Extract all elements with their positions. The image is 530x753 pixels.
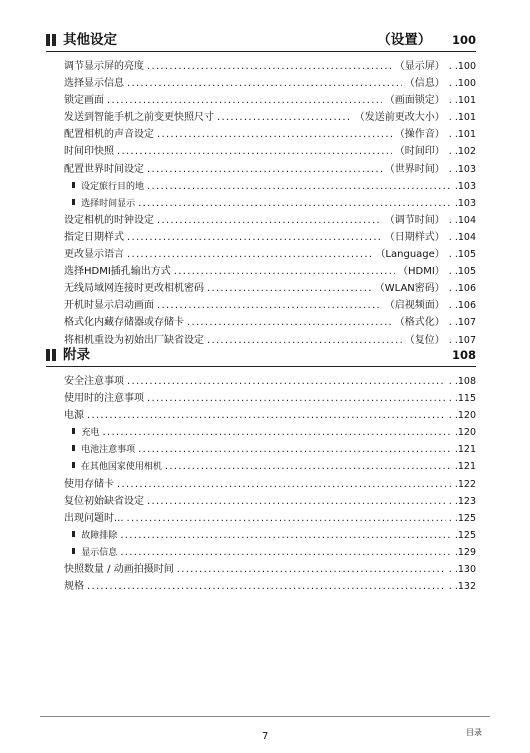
toc-entry[interactable] bbox=[64, 263, 476, 280]
dot-leader bbox=[177, 561, 446, 578]
toc-entry[interactable] bbox=[64, 229, 476, 246]
dot-leader bbox=[87, 578, 446, 595]
dot-leader bbox=[138, 195, 452, 212]
toc-entry-ref: （显示屏） bbox=[394, 61, 445, 72]
toc-entry-label: 配置相机的声音设定 bbox=[64, 129, 154, 141]
toc-entry-page: . .125 bbox=[448, 512, 476, 524]
toc-entry-label: 选择HDMI插孔输出方式 bbox=[64, 266, 171, 278]
toc-entry-label: 选择显示信息 bbox=[64, 78, 124, 90]
toc-entry-page: . .108 bbox=[448, 376, 476, 387]
dot-leader bbox=[117, 476, 446, 493]
bullet-square-icon bbox=[72, 445, 75, 451]
toc-entry-page: . .105 bbox=[448, 249, 476, 261]
toc-entry[interactable] bbox=[64, 561, 476, 578]
toc-subentry[interactable] bbox=[64, 178, 476, 195]
toc-entry-page: . .105 bbox=[448, 266, 476, 278]
toc-entry-label: 电池注意事项 bbox=[81, 445, 136, 456]
toc-entry-page: .103 bbox=[454, 197, 476, 209]
toc-list bbox=[46, 367, 476, 595]
toc-entry[interactable] bbox=[64, 143, 476, 160]
toc-entry-ref: （调节时间） bbox=[384, 214, 445, 226]
toc-entry-page: . .106 bbox=[448, 283, 476, 295]
toc-subentry[interactable] bbox=[64, 195, 476, 212]
toc-entry-page: .121 bbox=[454, 444, 476, 456]
toc-entry-label: 规格 bbox=[64, 581, 84, 593]
toc-entry-ref: （Language） bbox=[375, 249, 445, 261]
toc-entry-page: .129 bbox=[454, 546, 476, 558]
bullet-square-icon bbox=[72, 199, 75, 205]
dot-leader bbox=[147, 178, 452, 195]
dot-leader bbox=[147, 390, 446, 407]
toc-entry-page: .125 bbox=[454, 529, 476, 541]
toc-entry[interactable] bbox=[64, 280, 476, 297]
dot-leader bbox=[127, 246, 372, 263]
toc-entry-ref: （复位） bbox=[404, 334, 445, 346]
toc-entry-label: 设定旅行目的地 bbox=[81, 181, 145, 192]
section-ref: （设置） bbox=[377, 32, 432, 48]
toc-entry-label: 出现问题时... bbox=[64, 512, 124, 524]
toc-entry-ref: （格式化） bbox=[394, 317, 445, 329]
section-marker-icon bbox=[46, 349, 57, 361]
toc-entry-page: . .101 bbox=[448, 95, 476, 107]
toc-entry-label: 安全注意事项 bbox=[64, 376, 124, 387]
toc-entry-page: . .132 bbox=[448, 581, 476, 593]
dot-leader bbox=[120, 527, 452, 544]
dot-leader bbox=[138, 441, 452, 458]
toc-entry-ref: （操作音） bbox=[394, 129, 445, 141]
toc-entry[interactable] bbox=[64, 493, 476, 510]
section-marker-icon bbox=[46, 34, 57, 46]
toc-entry-label: 配置世界时间设定 bbox=[64, 163, 144, 175]
toc-entry[interactable] bbox=[64, 510, 476, 527]
toc-entry-label: 更改显示语言 bbox=[64, 249, 124, 261]
toc-entry-page: . .107 bbox=[448, 317, 476, 329]
dot-leader bbox=[127, 510, 446, 527]
toc-subentry[interactable] bbox=[64, 441, 476, 458]
toc-entry[interactable] bbox=[64, 75, 476, 92]
toc-entry-label: 开机时显示启动画面 bbox=[64, 300, 154, 312]
toc-subentry[interactable] bbox=[64, 458, 476, 475]
dot-leader bbox=[147, 58, 392, 75]
dot-leader bbox=[120, 544, 452, 561]
dot-leader bbox=[127, 229, 382, 246]
toc-entry-page: . .130 bbox=[448, 564, 476, 576]
toc-entry-label: 无线局域网连接时更改相机密码 bbox=[64, 283, 204, 295]
toc-subentry[interactable] bbox=[64, 527, 476, 544]
footer-divider bbox=[40, 716, 490, 717]
toc-entry-ref: （启视频面） bbox=[384, 300, 445, 312]
toc-entry-label: 显示信息 bbox=[81, 547, 118, 558]
toc-list bbox=[46, 52, 476, 349]
toc-entry[interactable] bbox=[64, 212, 476, 229]
dot-leader bbox=[117, 143, 392, 160]
toc-entry-ref: （发送前更改大小） bbox=[354, 112, 445, 124]
footer-page-number: 7 bbox=[262, 731, 269, 742]
toc-entry[interactable] bbox=[64, 161, 476, 178]
toc-entry-page: . .100 bbox=[448, 61, 476, 72]
dot-leader bbox=[207, 280, 372, 297]
toc-entry-label: 复位初始缺省设定 bbox=[64, 495, 144, 507]
dot-leader bbox=[107, 92, 382, 109]
toc-entry-label: 指定日期样式 bbox=[64, 231, 124, 243]
toc-entry-page: . .107 bbox=[448, 334, 476, 346]
toc-entry-label: 锁定画面 bbox=[64, 95, 104, 107]
dot-leader bbox=[157, 212, 382, 229]
toc-entry[interactable] bbox=[64, 578, 476, 595]
toc-entry-page: . .103 bbox=[448, 163, 476, 175]
dot-leader bbox=[174, 263, 395, 280]
toc-entry-page: . .100 bbox=[448, 78, 476, 90]
dot-leader bbox=[127, 373, 446, 390]
toc-entry-page: .103 bbox=[454, 180, 476, 192]
toc-entry-ref: （HDMI） bbox=[398, 266, 445, 278]
toc-entry[interactable] bbox=[64, 314, 476, 331]
toc-entry-ref: （画面锁定） bbox=[384, 95, 445, 107]
toc-entry[interactable] bbox=[64, 373, 476, 390]
bullet-square-icon bbox=[72, 531, 75, 537]
dot-leader bbox=[103, 424, 452, 441]
toc-entry[interactable] bbox=[64, 126, 476, 143]
toc-entry-label: 电源 bbox=[64, 410, 84, 422]
toc-entry-ref: （信息） bbox=[404, 78, 445, 90]
toc-entry-label: 格式化内藏存储器或存储卡 bbox=[64, 317, 184, 329]
toc-subentry[interactable] bbox=[64, 544, 476, 561]
dot-leader bbox=[217, 109, 352, 126]
section-page: 108 bbox=[451, 348, 476, 362]
dot-leader bbox=[147, 161, 382, 178]
dot-leader bbox=[87, 407, 446, 424]
dot-leader bbox=[165, 458, 452, 475]
toc-entry-label: 时间印快照 bbox=[64, 146, 114, 158]
toc-entry-label: 设定相机的时钟设定 bbox=[64, 214, 154, 226]
toc-entry-label: 发送到智能手机之前变更快照尺寸 bbox=[64, 112, 214, 124]
toc-entry-label: 将相机重设为初始出厂缺省设定 bbox=[64, 334, 204, 346]
toc-entry-page: . .120 bbox=[448, 410, 476, 422]
toc-entry-page: .121 bbox=[454, 461, 476, 473]
toc-entry-page: . .115 bbox=[448, 393, 476, 405]
toc-entry-page: . .101 bbox=[448, 129, 476, 141]
dot-leader bbox=[127, 75, 402, 92]
bullet-square-icon bbox=[72, 182, 75, 188]
toc-entry-label: 在其他国家使用相机 bbox=[80, 462, 162, 473]
bullet-square-icon bbox=[72, 548, 75, 554]
toc-entry-ref: （世界时间） bbox=[384, 163, 445, 175]
toc-entry-page: . .104 bbox=[448, 214, 476, 226]
bullet-square-icon bbox=[72, 462, 75, 468]
toc-entry[interactable] bbox=[64, 246, 476, 263]
toc-entry[interactable] bbox=[64, 297, 476, 314]
section-appendix bbox=[46, 346, 476, 595]
toc-entry[interactable] bbox=[64, 390, 476, 407]
dot-leader bbox=[157, 126, 392, 143]
bullet-square-icon bbox=[72, 428, 75, 434]
section-other-settings bbox=[46, 31, 476, 349]
toc-entry-page: . .102 bbox=[448, 146, 476, 158]
toc-entry-label: 快照数量 / 动画拍摄时间 bbox=[64, 564, 174, 576]
section-title: 其他设定 bbox=[63, 32, 117, 48]
toc-entry-page: . .101 bbox=[448, 112, 476, 124]
toc-entry-label: 充电 bbox=[81, 428, 100, 439]
toc-entry[interactable] bbox=[64, 109, 476, 126]
footer-toc-link[interactable]: 目录 bbox=[466, 728, 482, 737]
toc-entry-page: . .123 bbox=[448, 495, 476, 507]
section-page: 100 bbox=[451, 33, 476, 47]
toc-entry-page: . .104 bbox=[448, 231, 476, 243]
toc-entry-ref: （日期样式） bbox=[384, 231, 445, 243]
section-title: 附录 bbox=[63, 347, 90, 363]
dot-leader bbox=[147, 493, 446, 510]
toc-entry-page: .120 bbox=[454, 427, 476, 439]
section-heading bbox=[46, 31, 476, 52]
toc-entry[interactable] bbox=[64, 58, 476, 75]
toc-entry-label: 调节显示屏的亮度 bbox=[64, 61, 144, 72]
toc-entry-label: 故障排除 bbox=[81, 530, 118, 541]
toc-entry-ref: （WLAN密码） bbox=[374, 283, 445, 295]
section-heading bbox=[46, 346, 476, 367]
toc-entry-label: 选择时间显示 bbox=[81, 198, 136, 209]
dot-leader bbox=[187, 314, 392, 331]
toc-entry-page: . .106 bbox=[448, 300, 476, 312]
toc-entry[interactable] bbox=[64, 407, 476, 424]
toc-entry[interactable] bbox=[64, 476, 476, 493]
toc-entry-ref: （时间印） bbox=[394, 146, 445, 158]
toc-entry[interactable] bbox=[64, 92, 476, 109]
dot-leader bbox=[157, 297, 382, 314]
toc-subentry[interactable] bbox=[64, 424, 476, 441]
toc-entry-label: 使用存储卡 bbox=[64, 478, 114, 490]
toc-entry-page: . .122 bbox=[448, 478, 476, 490]
toc-entry-label: 使用时的注意事项 bbox=[64, 393, 144, 405]
